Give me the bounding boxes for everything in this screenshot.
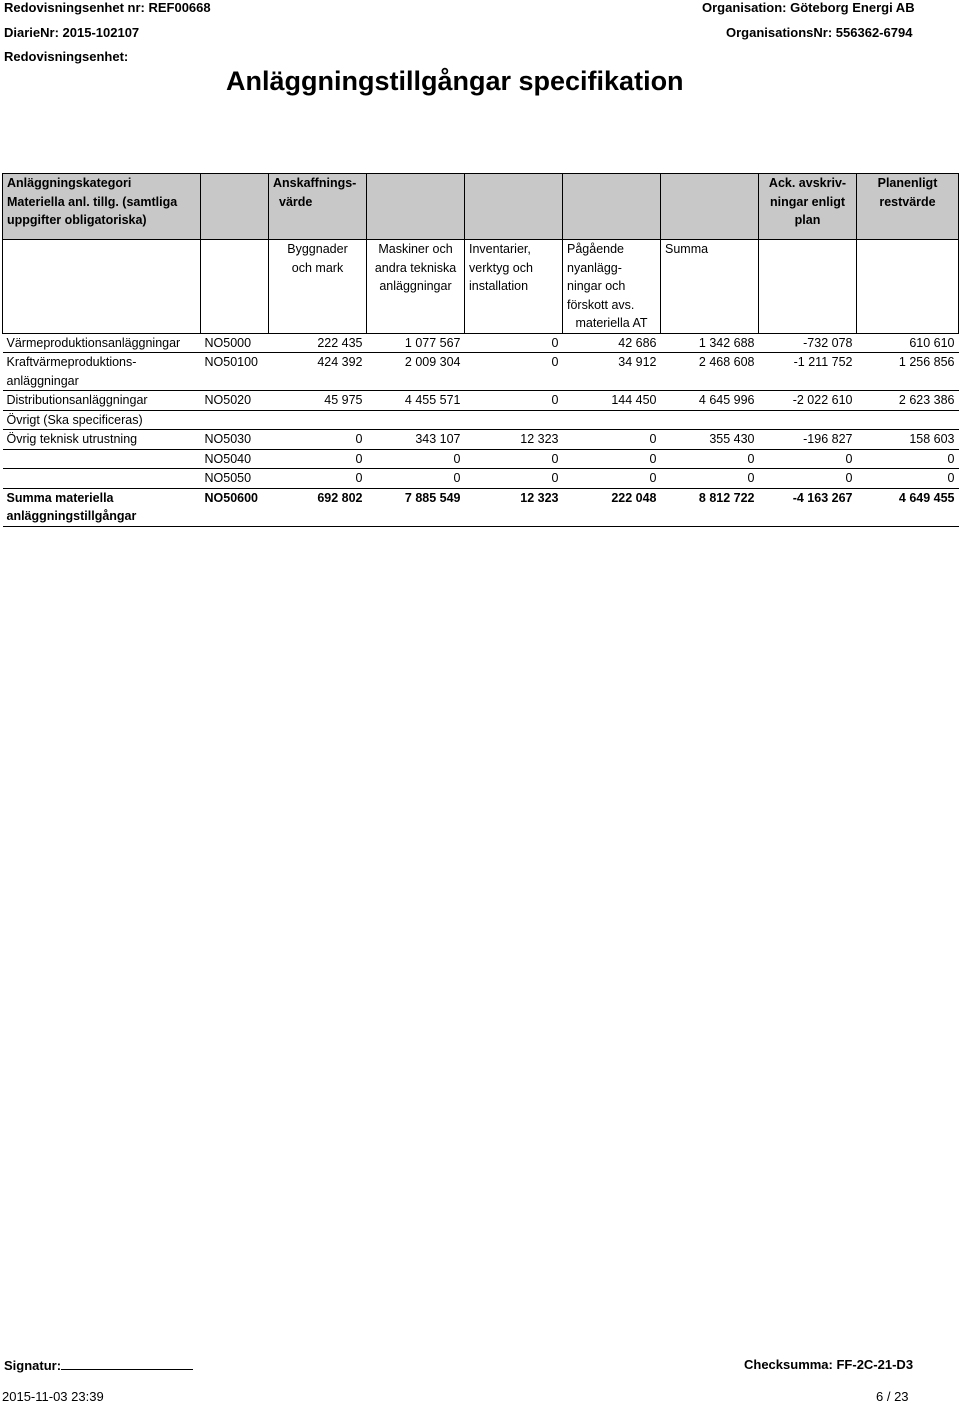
row-label: Övrig teknisk utrustning bbox=[3, 430, 201, 450]
cell-rest: 0 bbox=[857, 469, 959, 489]
row-label: Övrigt (Ska specificeras) bbox=[3, 410, 201, 430]
organisation-number: OrganisationsNr: 556362-6794 bbox=[726, 25, 913, 40]
signature-line bbox=[61, 1357, 193, 1370]
checksum: Checksumma: FF-2C-21-D3 bbox=[744, 1357, 914, 1372]
cell-pagaende: 34 912 bbox=[563, 353, 661, 391]
cell-summa: 8 812 722 bbox=[661, 488, 759, 526]
row-label: Summa materiella anläggningstillgångar bbox=[3, 488, 201, 526]
table-row bbox=[3, 353, 959, 391]
cell-byggnader: 0 bbox=[269, 469, 367, 489]
cell-byggnader: 222 435 bbox=[269, 333, 367, 353]
page-number: 6 / 23 bbox=[876, 1389, 909, 1404]
print-datetime: 2015-11-03 23:39 bbox=[2, 1389, 104, 1404]
cell-rest: 1 256 856 bbox=[857, 353, 959, 391]
cell-ack: -732 078 bbox=[759, 333, 857, 353]
cell-inventarier: 12 323 bbox=[465, 430, 563, 450]
cell-pagaende: 144 450 bbox=[563, 391, 661, 411]
header-anskaffningsvarde: Anskaffnings- värde bbox=[269, 174, 367, 240]
cell-summa bbox=[661, 410, 759, 430]
redovisningsenhet-label: Redovisningsenhet: bbox=[4, 49, 129, 64]
cell-maskiner: 0 bbox=[367, 469, 465, 489]
cell-ack: 0 bbox=[759, 469, 857, 489]
header-ack-avskrivningar: Ack. avskriv- ningar enligt plan bbox=[759, 174, 857, 240]
cell-maskiner: 4 455 571 bbox=[367, 391, 465, 411]
cell-byggnader: 692 802 bbox=[269, 488, 367, 526]
subheader-inventarier: Inventarier, verktyg och installation bbox=[465, 240, 563, 334]
cell-inventarier: 0 bbox=[465, 469, 563, 489]
cell-code: NO5030 bbox=[201, 430, 269, 450]
cell-inventarier: 0 bbox=[465, 353, 563, 391]
cell-pagaende: 0 bbox=[563, 430, 661, 450]
cell-code bbox=[201, 410, 269, 430]
table-row bbox=[3, 410, 959, 430]
cell-byggnader: 0 bbox=[269, 430, 367, 450]
subheader-summa: Summa bbox=[661, 240, 759, 334]
row-label bbox=[3, 449, 201, 469]
cell-maskiner bbox=[367, 410, 465, 430]
cell-code: NO5040 bbox=[201, 449, 269, 469]
cell-maskiner: 0 bbox=[367, 449, 465, 469]
cell-inventarier: 12 323 bbox=[465, 488, 563, 526]
cell-ack bbox=[759, 410, 857, 430]
cell-pagaende bbox=[563, 410, 661, 430]
cell-byggnader bbox=[269, 410, 367, 430]
cell-summa: 0 bbox=[661, 449, 759, 469]
cell-summa: 355 430 bbox=[661, 430, 759, 450]
total-row bbox=[3, 488, 959, 526]
cell-ack: -4 163 267 bbox=[759, 488, 857, 526]
page-title: Anläggningstillgångar specifikation bbox=[226, 66, 684, 96]
cell-code: NO5000 bbox=[201, 333, 269, 353]
cell-code: NO5020 bbox=[201, 391, 269, 411]
cell-ack: -2 022 610 bbox=[759, 391, 857, 411]
cell-pagaende: 0 bbox=[563, 469, 661, 489]
cell-code: NO5050 bbox=[201, 469, 269, 489]
subheader-byggnader: Byggnader och mark bbox=[269, 240, 367, 334]
signature-field: Signatur: bbox=[4, 1357, 193, 1373]
cell-rest: 610 610 bbox=[857, 333, 959, 353]
row-label: Kraftvärmeproduktions- anläggningar bbox=[3, 353, 201, 391]
cell-rest: 2 623 386 bbox=[857, 391, 959, 411]
cell-summa: 4 645 996 bbox=[661, 391, 759, 411]
diarie-number: DiarieNr: 2015-102107 bbox=[4, 25, 140, 40]
cell-inventarier: 0 bbox=[465, 333, 563, 353]
subheader-pagaende: Pågående nyanlägg- ningar och förskott avs. materiella AT bbox=[563, 240, 661, 334]
subheader-maskiner: Maskiner och andra tekniska anläggningar bbox=[367, 240, 465, 334]
row-label: Värmeproduktionsanläggningar bbox=[3, 333, 201, 353]
cell-summa: 2 468 608 bbox=[661, 353, 759, 391]
cell-summa: 1 342 688 bbox=[661, 333, 759, 353]
cell-pagaende: 0 bbox=[563, 449, 661, 469]
subheader-row bbox=[3, 240, 959, 334]
cell-maskiner: 1 077 567 bbox=[367, 333, 465, 353]
cell-inventarier: 0 bbox=[465, 391, 563, 411]
cell-ack: 0 bbox=[759, 449, 857, 469]
table-row bbox=[3, 391, 959, 411]
cell-inventarier: 0 bbox=[465, 449, 563, 469]
cell-maskiner: 2 009 304 bbox=[367, 353, 465, 391]
specification-table bbox=[2, 173, 959, 527]
cell-rest: 158 603 bbox=[857, 430, 959, 450]
cell-rest bbox=[857, 410, 959, 430]
cell-rest: 0 bbox=[857, 449, 959, 469]
row-label bbox=[3, 469, 201, 489]
table-row bbox=[3, 449, 959, 469]
cell-byggnader: 45 975 bbox=[269, 391, 367, 411]
header-row bbox=[3, 174, 959, 240]
organisation-name: Organisation: Göteborg Energi AB bbox=[702, 0, 915, 15]
table-row bbox=[3, 469, 959, 489]
cell-maskiner: 343 107 bbox=[367, 430, 465, 450]
cell-byggnader: 424 392 bbox=[269, 353, 367, 391]
cell-code: NO50600 bbox=[201, 488, 269, 526]
header-kategori: Anläggningskategori Materiella anl. tillg. (samtliga uppgifter obligatoriska) bbox=[3, 174, 201, 240]
table-row bbox=[3, 333, 959, 353]
cell-pagaende: 42 686 bbox=[563, 333, 661, 353]
header-planenligt-restvarde: Planenligt restvärde bbox=[857, 174, 959, 240]
table-row bbox=[3, 430, 959, 450]
cell-ack: -1 211 752 bbox=[759, 353, 857, 391]
ref-number: Redovisningsenhet nr: REF00668 bbox=[4, 0, 211, 15]
cell-ack: -196 827 bbox=[759, 430, 857, 450]
cell-summa: 0 bbox=[661, 469, 759, 489]
cell-maskiner: 7 885 549 bbox=[367, 488, 465, 526]
cell-pagaende: 222 048 bbox=[563, 488, 661, 526]
cell-byggnader: 0 bbox=[269, 449, 367, 469]
row-label: Distributionsanläggningar bbox=[3, 391, 201, 411]
cell-code: NO50100 bbox=[201, 353, 269, 391]
cell-inventarier bbox=[465, 410, 563, 430]
cell-rest: 4 649 455 bbox=[857, 488, 959, 526]
